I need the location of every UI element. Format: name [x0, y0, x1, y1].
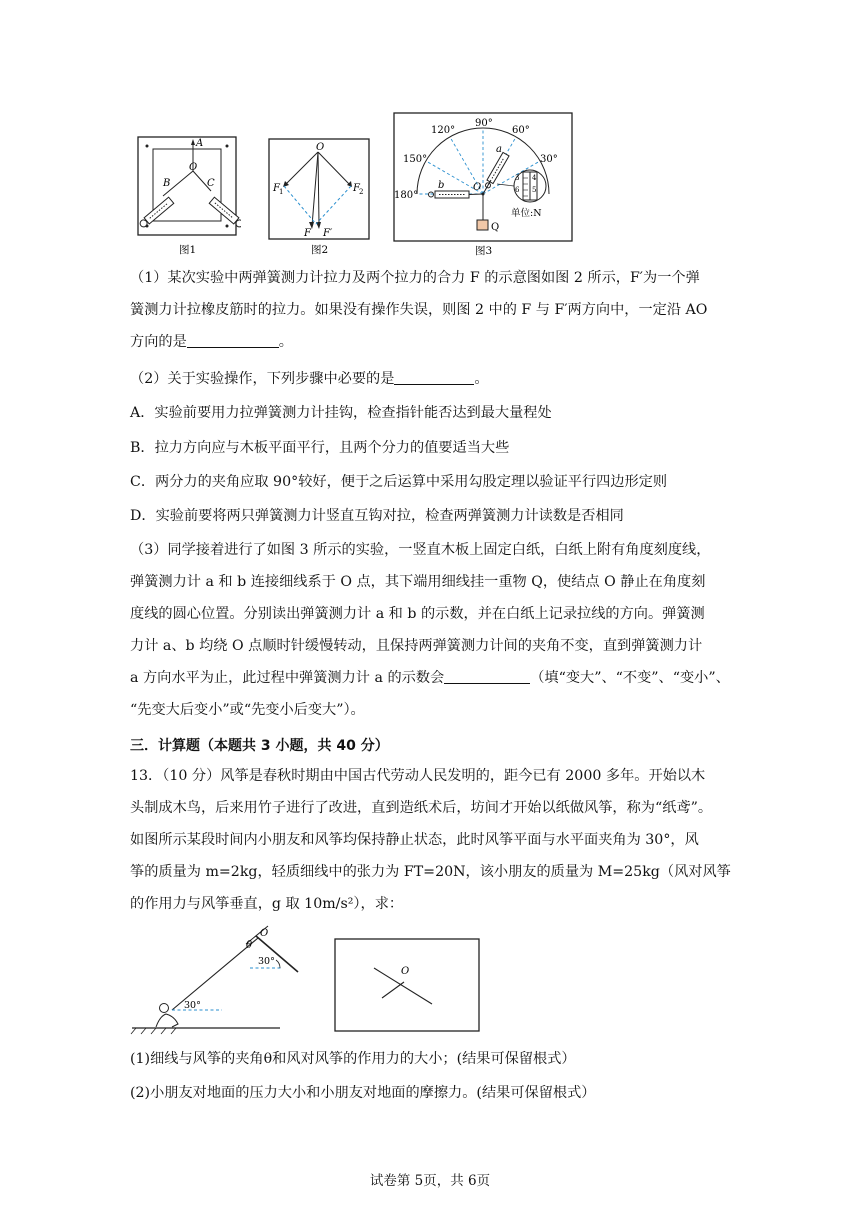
answer-blank-2[interactable]: [394, 370, 474, 385]
figure-kite: [128, 924, 308, 1036]
kite-label-theta: θ: [246, 940, 253, 951]
caption-fig3: 图3: [475, 245, 493, 257]
option-D: D．实验前要将两只弹簧测力计竖直互钩对拉，检查两弹簧测力计读数是否相同: [130, 508, 624, 524]
page-footer: 试卷第 5页，共 6页: [369, 1173, 491, 1189]
q12-p3-line4: 力计 a、b 均绕 O 点顺时针缓慢转动，且保持两弹簧测力计间的夹角不变，直到弹簧测力计: [130, 638, 703, 654]
q12-p2-end: 。: [474, 371, 489, 387]
kite-angle-30: 30°: [258, 956, 275, 967]
option-B: B．拉力方向应与木板平面平行，且两个分力的值要适当大些: [130, 440, 510, 456]
scale-3: 3: [515, 174, 520, 182]
label-O: O: [473, 182, 482, 193]
option-C: C．两分力的夹角应取 90°较好，便于之后运算中采用勾股定理以验证平行四边形定则: [130, 474, 668, 490]
box-label-O: O: [401, 966, 410, 977]
q13-line4: 筝的质量为 m=2kg，轻质细线中的张力为 FT=20N，该小朋友的质量为 M=25kg（风对风筝: [130, 864, 731, 880]
label-Q: Q: [491, 222, 500, 233]
q13-subquestion-1: (1)细线与风筝的夹角θ和风对风筝的作用力的大小；(结果可保留根式）: [130, 1051, 576, 1067]
string-angle-30: 30°: [184, 1000, 201, 1011]
q12-p1-line2: 簧测力计拉橡皮筋时的拉力。如果没有操作失误，则图 2 中的 F 与 F′两方向中，一定沿 AO: [130, 302, 708, 318]
q12-p2-text: （2）关于实验操作，下列步骤中必要的是: [130, 371, 395, 387]
angle-150: 150°: [403, 154, 428, 165]
angle-60: 60°: [512, 125, 530, 136]
q13-line2: 头制成木鸟，后来用竹子进行了改进，直到造纸术后，坊间才开始以纸做风筝，称为“纸鸢”。: [130, 800, 713, 816]
figure-2: [268, 138, 372, 260]
q12-p3-line3: 度线的圆心位置。分别读出弹簧测力计 a 和 b 的示数，并在白纸上记录拉线的方向。弹簧测: [130, 606, 705, 622]
section-3-title: [130, 736, 735, 756]
angle-30: 30°: [540, 154, 558, 165]
angle-120: 120°: [431, 125, 456, 136]
q12-p3-line6: “先变大后变小”或“先变小后变大”）。: [130, 702, 365, 718]
figure-1: [137, 136, 241, 258]
q13-subquestion-2: (2)小朋友对地面的压力大小和小朋友对地面的摩擦力。(结果可保留根式）: [130, 1085, 596, 1101]
q13-text: [130, 766, 735, 914]
label-A: A: [196, 138, 204, 149]
label-F1-sub: 1: [279, 188, 284, 196]
caption-fig2: 图2: [311, 244, 329, 256]
q12-part2: [130, 369, 735, 389]
q12-part3: [130, 540, 735, 720]
q12-p1-line3: [130, 332, 735, 352]
caption-fig1: 图1: [179, 244, 197, 256]
q13-line1: 13．（10 分）风筝是春秋时期由中国古代劳动人民发明的，距今已有 2000 多年。开始以木: [130, 768, 706, 784]
kite-label-O: O: [260, 928, 269, 939]
label-B: B: [163, 178, 171, 189]
q12-p3-line1: （3）同学接着进行了如图 3 所示的实验，一竖直木板上固定白纸，白纸上附有角度刻度线，: [130, 542, 711, 558]
section-3-title-text: 三．计算题（本题共 3 小题，共 40 分）: [130, 738, 389, 754]
q12-p3-line5: [130, 668, 735, 688]
q12-p1-line3-text: 方向的是: [130, 334, 187, 350]
label-F: F: [304, 228, 311, 239]
label-b: b: [438, 180, 445, 191]
figure-kite-force: [334, 938, 482, 1034]
scale-4: 4: [532, 174, 537, 182]
q13-line3: 如图所示某段时间内小朋友和风筝均保持静止状态，此时风筝平面与水平面夹角为 30°，风: [130, 832, 699, 848]
answer-blank-1[interactable]: [187, 333, 279, 348]
option-A: A．实验前要用力拉弹簧测力计挂钩，检查指针能否达到最大量程处: [130, 405, 552, 421]
q12-p1-line1: （1）某次实验中两弹簧测力计拉力及两个拉力的合力 F 的示意图如图 2 所示，F′为一个弹: [130, 270, 700, 286]
label-C: C: [207, 178, 215, 189]
q12-p1-line3-end: 。: [278, 334, 293, 350]
angle-180: 180°: [394, 190, 419, 201]
label-F2: F: [353, 183, 360, 194]
angle-90: 90°: [475, 118, 493, 129]
scale-6: 6: [515, 186, 520, 194]
label-O: O: [316, 142, 325, 153]
q12-part1: [130, 268, 735, 352]
label-Fprime: F′: [323, 228, 333, 239]
scale-5: 5: [532, 186, 537, 194]
unit-label: 单位:N: [511, 208, 542, 219]
q12-p3-line2: 弹簧测力计 a 和 b 连接细线系于 O 点，其下端用细线挂一重物 Q，使结点 O 静止在角度刻: [130, 574, 706, 590]
answer-blank-3[interactable]: [444, 669, 530, 684]
label-a: a: [496, 144, 502, 155]
label-F2-sub: 2: [359, 188, 364, 196]
figure-3: [393, 112, 575, 260]
q12-p3-line5-text: a 方向水平为止，此过程中弹簧测力计 a 的示数会: [130, 670, 445, 686]
q13-line5: 的作用力与风筝垂直，g 取 10m/s²），求：: [130, 896, 404, 912]
label-F1: F: [273, 183, 280, 194]
q12-p3-line5-end: （填“变大”、“不变”、“变小”、: [530, 670, 730, 686]
label-O: O: [189, 162, 198, 173]
